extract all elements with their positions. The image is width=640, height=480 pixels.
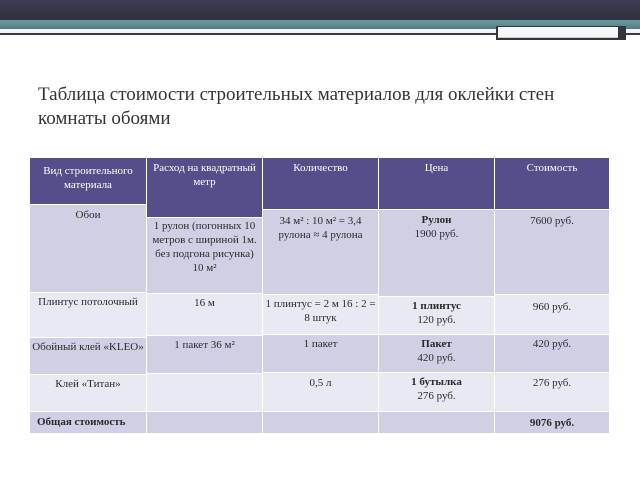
corner-tab [498,27,618,38]
cell-cost-kleo: 420 руб. [495,335,610,373]
price-unit-label: 1 плинтус [412,300,461,312]
price-value: 1900 руб. [414,228,459,240]
price-value: 120 руб. [417,314,456,326]
price-value: 420 руб. [417,352,456,364]
cell-material-oboi: Обои [30,205,147,293]
cell-cost-plintus: 960 руб. [495,295,610,335]
cell-total-consumption [147,412,263,434]
slide-title: Таблица стоимости строительных материалов для оклейки стен комнаты обоями [38,84,555,129]
price-unit-label: Пакет [421,338,452,350]
cell-consumption-kleo: 1 пакет 36 м² [147,336,263,374]
cell-price-oboi [379,210,495,297]
cell-quantity-kleo: 1 пакет [263,335,379,373]
price-unit-label: 1 бутылка [411,376,462,388]
cell-material-titan: Клей «Титан» [30,375,147,412]
header-cost: Стоимость [495,158,610,210]
cell-cost-oboi: 7600 руб. [495,210,610,295]
header-material: Вид строительного материала [30,158,147,205]
cell-price-plintus [379,297,495,335]
cell-quantity-oboi: 34 м² : 10 м² = 3,4 рулона ≈ 4 рулона [263,210,379,295]
top-dark-bar [0,0,640,20]
cell-price-kleo [379,335,495,373]
cell-quantity-plintus: 1 плинтус = 2 м 16 : 2 = 8 штук [263,295,379,335]
header-quantity: Количество [263,158,379,210]
cell-total-label: Общая стоимость [30,412,147,434]
header-consumption: Расход на квадратный метр [147,158,263,218]
cell-quantity-titan: 0,5 л [263,373,379,412]
cell-consumption-titan [147,374,263,412]
cell-consumption-oboi: 1 рулон (погонных 10 метров с шириной 1м. без подгона рисунка) 10 м² [147,218,263,294]
price-unit-label: Рулон [421,214,452,226]
price-value: 276 руб. [417,390,456,402]
cell-material-plintus: Плинтус потолочный [30,293,147,338]
cell-total-price [379,412,495,434]
cell-consumption-plintus: 16 м [147,294,263,336]
cell-total-quantity [263,412,379,434]
cell-material-kleo: Обойный клей «KLEO» [30,338,147,375]
cell-price-titan [379,373,495,412]
cell-total-cost: 9076 руб. [495,412,610,434]
cell-cost-titan: 276 руб. [495,373,610,412]
header-price: Цена [379,158,495,210]
